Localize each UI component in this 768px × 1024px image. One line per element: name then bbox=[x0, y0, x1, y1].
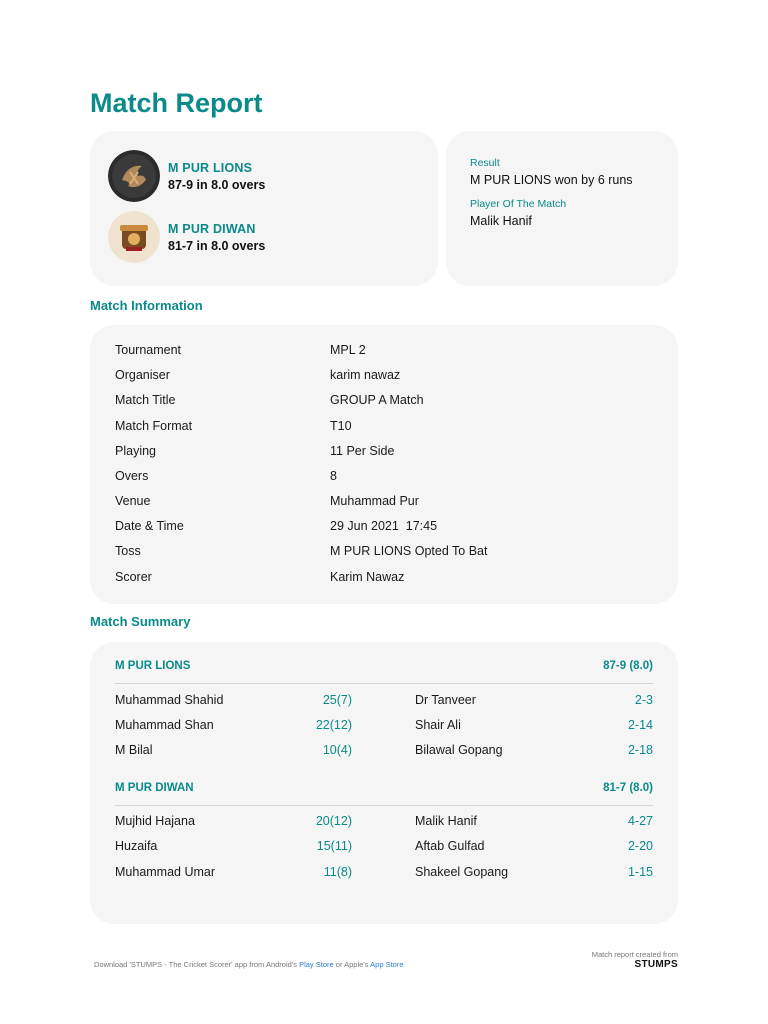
info-value: T10 bbox=[330, 419, 352, 433]
info-key: Match Format bbox=[115, 419, 193, 433]
info-value: 29 Jun 2021 17:45 bbox=[330, 519, 438, 533]
info-value: MPL 2 bbox=[330, 343, 366, 357]
info-key: Organiser bbox=[115, 368, 170, 382]
batter-name: Muhammad Shahid bbox=[115, 693, 224, 707]
batter-score: 15(11) bbox=[316, 839, 352, 853]
info-value: GROUP A Match bbox=[330, 393, 424, 407]
match-summary-title: Match Summary bbox=[90, 614, 191, 629]
play-store-link[interactable]: Play Store bbox=[299, 960, 334, 969]
bowler-name: Bilawal Gopang bbox=[415, 743, 503, 757]
app-store-link[interactable]: App Store bbox=[370, 960, 404, 969]
batter-name: M Bilal bbox=[115, 743, 153, 757]
bowler-figures: 4-27 bbox=[627, 814, 653, 828]
batter-name: Huzaifa bbox=[115, 839, 158, 853]
info-key: Match Title bbox=[115, 393, 176, 407]
footer-download-text bbox=[94, 960, 404, 969]
bowler-name: Shair Ali bbox=[415, 718, 461, 732]
batter-score: 25(7) bbox=[322, 693, 352, 707]
info-key: Playing bbox=[115, 444, 156, 458]
bowler-name: Shakeel Gopang bbox=[415, 865, 509, 879]
innings-total: 81-7 (8.0) bbox=[603, 782, 653, 794]
team-name: M PUR DIWAN bbox=[168, 221, 256, 236]
download-middle: or Apple's bbox=[333, 960, 371, 969]
bowler-figures: 1-15 bbox=[627, 865, 653, 879]
info-key: Toss bbox=[115, 544, 141, 558]
info-value: M PUR LIONS Opted To Bat bbox=[330, 544, 488, 558]
innings-header bbox=[115, 660, 653, 684]
result-card bbox=[446, 131, 678, 286]
innings-team: M PUR DIWAN bbox=[115, 782, 194, 794]
match-summary-card bbox=[90, 642, 678, 924]
batter-name: Muhammad Shan bbox=[115, 718, 214, 732]
info-key: Tournament bbox=[115, 343, 182, 357]
download-prefix: Download 'STUMPS - The Cricket Scorer' app from Android's bbox=[94, 960, 300, 969]
bowler-figures: 2-3 bbox=[634, 693, 653, 707]
result-label: Result bbox=[470, 157, 500, 169]
info-key: Overs bbox=[115, 469, 149, 483]
batter-name: Mujhid Hajana bbox=[115, 814, 195, 828]
teams-card bbox=[90, 131, 438, 286]
player-of-the-match-value: Malik Hanif bbox=[470, 214, 532, 228]
innings-header bbox=[115, 782, 653, 806]
info-key: Scorer bbox=[115, 570, 152, 584]
team-score: 87-9 in 8.0 overs bbox=[168, 177, 266, 192]
batter-score: 11(8) bbox=[323, 865, 352, 879]
info-value: 11 Per Side bbox=[330, 444, 395, 458]
player-of-the-match-label: Player Of The Match bbox=[470, 198, 567, 210]
team-row-lions bbox=[108, 150, 265, 202]
bowler-name: Malik Hanif bbox=[415, 814, 477, 828]
bowler-name: Dr Tanveer bbox=[415, 693, 476, 707]
bowler-figures: 2-20 bbox=[627, 839, 653, 853]
batter-name: Muhammad Umar bbox=[115, 865, 216, 879]
batter-score: 10(4) bbox=[322, 743, 352, 757]
result-value: M PUR LIONS won by 6 runs bbox=[470, 173, 633, 187]
team-score: 81-7 in 8.0 overs bbox=[168, 238, 266, 253]
innings-total: 87-9 (8.0) bbox=[603, 660, 653, 672]
match-information-title: Match Information bbox=[90, 298, 203, 313]
bowler-figures: 2-14 bbox=[627, 718, 653, 732]
info-key: Date & Time bbox=[115, 519, 184, 533]
bowler-figures: 2-18 bbox=[627, 743, 653, 757]
info-value: Karim Nawaz bbox=[330, 570, 405, 584]
innings-team: M PUR LIONS bbox=[115, 660, 191, 672]
info-value: karim nawaz bbox=[330, 368, 401, 382]
created-from-text: Match report created from bbox=[591, 950, 678, 959]
page-title: Match Report bbox=[90, 88, 263, 118]
batter-score: 20(12) bbox=[315, 814, 352, 828]
footer-credit bbox=[592, 950, 678, 970]
team-name: M PUR LIONS bbox=[168, 160, 253, 175]
bowler-name: Aftab Gulfad bbox=[415, 839, 485, 853]
lions-logo-icon bbox=[108, 150, 160, 202]
brand-name: STUMPS bbox=[634, 959, 678, 970]
diwan-logo-icon bbox=[108, 211, 160, 263]
team-row-diwan bbox=[108, 211, 265, 263]
info-key: Venue bbox=[115, 494, 151, 508]
info-value: 8 bbox=[330, 469, 337, 483]
batter-score: 22(12) bbox=[315, 718, 352, 732]
info-value: Muhammad Pur bbox=[330, 494, 419, 508]
match-information-card bbox=[90, 325, 678, 604]
